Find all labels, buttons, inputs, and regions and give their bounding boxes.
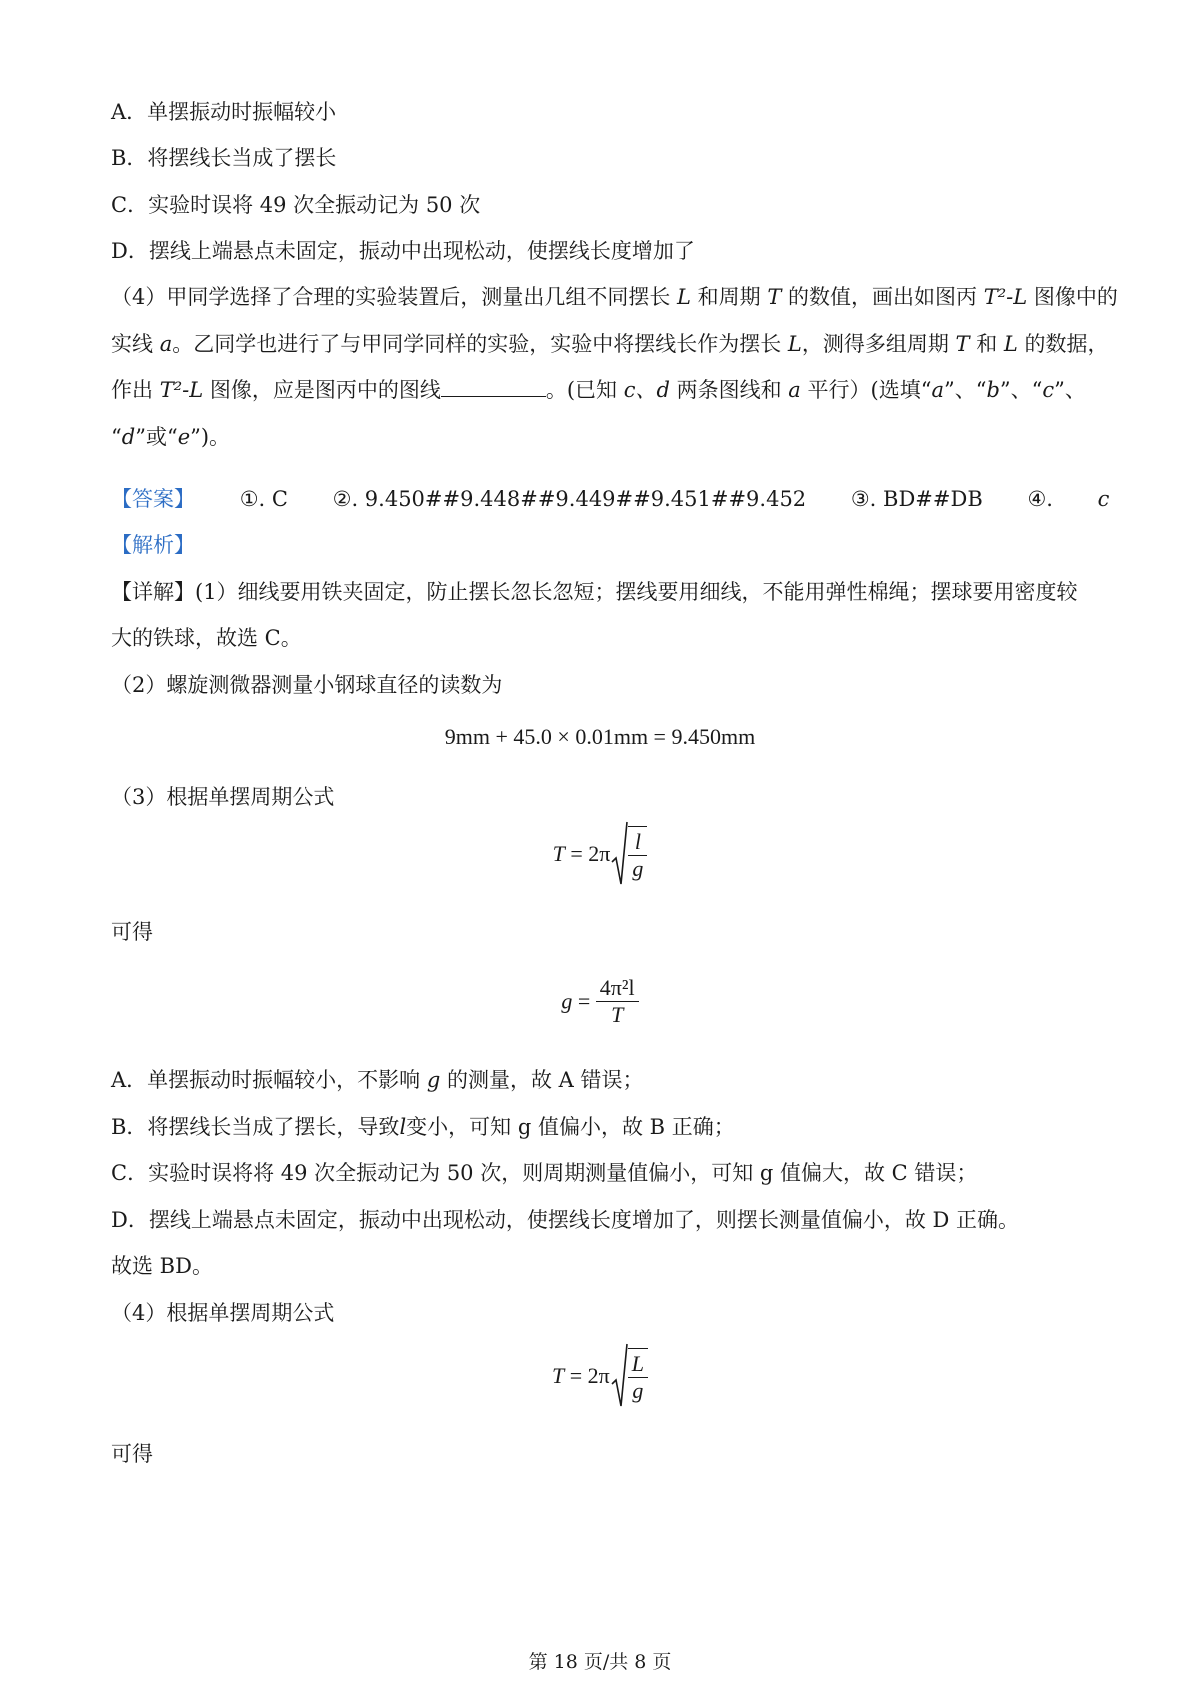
var-c: c [1042,378,1055,402]
detail-text: 的测量，故 A 错误； [440,1068,644,1092]
var-c: c [1097,487,1110,511]
kede-2: 可得 [111,1442,153,1466]
var-b: b [986,378,1000,402]
q4-text: ，测得多组周期 [801,332,956,356]
detail-p3: （3）根据单摆周期公式 [111,785,335,809]
fraction [628,826,647,882]
radical-sign-icon [610,1342,628,1410]
answer-2: ②. 9.450##9.448##9.449##9.451##9.452 [332,487,807,511]
q4-text: 和 [969,332,1004,356]
var-a: a [931,378,944,402]
equation-micrometer: 9mm + 45.0 × 0.01mm = 9.450mm [444,724,756,749]
detail-pBD: 故选 BD。 [111,1254,213,1278]
var-c-d: c、d [623,378,670,402]
frac-num: L [631,1351,644,1376]
analysis-label: 【解析】 [111,533,195,557]
q4-text: 图像中的 [1027,285,1118,309]
eq-operator: = [572,988,596,1014]
detail-pD: D．摆线上端悬点未固定，振动中出现松动，使摆线长度增加了，则摆长测量值偏小，故 D 正确。 [111,1208,1020,1232]
detail-text: A．单摆振动时振幅较小，不影响 [111,1068,427,1092]
var-L: L [787,332,802,356]
var-T: T [551,1363,565,1388]
detail-p1b: 大的铁球，故选 C。 [111,626,302,650]
equation-period-L [0,1342,1200,1418]
option-b: B．将摆线长当成了摆长 [111,146,337,170]
detail-pA [111,1065,644,1095]
q4-text: ”、“ [943,378,987,402]
q4-text: ”、“ [999,378,1043,402]
q4-text: 。乙同学也进行了与甲同学同样的实验，实验中将摆线长作为摆长 [172,332,788,356]
answer-4-prefix: ④. [1027,487,1060,511]
q4-line-4 [111,422,230,452]
q4-line-1 [111,282,1118,312]
sqrt-symbol [610,1342,648,1410]
radical-sign-icon [610,820,628,888]
var-L: L [1003,332,1018,356]
eq-operator: = 2π [564,1363,610,1388]
frac-den: g [628,1377,648,1404]
q4-text: （4）甲同学选择了合理的实验装置后，测量出几组不同摆长 [111,285,678,309]
detail-label: 【详解】 [111,580,195,604]
frac-num: 4π²l [599,975,635,1000]
var-a: a [788,378,801,402]
var-d: d [121,425,136,449]
option-c: C．实验时误将 49 次全振动记为 50 次 [111,193,481,217]
q4-text: 图像，应是图丙中的图线 [203,378,441,402]
detail-text: (1）细线要用铁夹固定，防止摆长忽长忽短；摆线要用细线，不能用弹性棉绳；摆球要用密度较 [195,580,1078,604]
page-footer: 第 18 页/共 8 页 [528,1651,672,1673]
option-a: A．单摆振动时振幅较小 [111,100,337,124]
option-d: D．摆线上端悬点未固定，振动中出现松动，使摆线长度增加了 [111,239,695,263]
equation-period-l [0,820,1200,896]
q4-text: 两条图线和 [669,378,789,402]
fraction [596,975,639,1028]
answer-3: ③. BD##DB [850,487,983,511]
answer-1: ①. C [239,487,288,511]
frac-den: T [596,1001,639,1028]
var-g: g [561,988,573,1014]
var-e: e [177,425,191,449]
q4-text: 的数值，画出如图丙 [781,285,984,309]
detail-pC: C．实验时误将将 49 次全振动记为 50 次，则周期测量值偏小，可知 g 值偏大，故 C 错误； [111,1161,978,1185]
var-l: l [399,1115,407,1139]
q4-text: 的数据， [1017,332,1109,356]
eq-operator: = 2π [564,841,611,866]
answer-blank [441,376,546,397]
q4-line-2 [111,329,1109,359]
q4-text: ”)。 [190,425,231,449]
kede-1: 可得 [111,920,153,944]
q4-text: ”、 [1054,378,1086,402]
q4-text: 。(已知 [545,378,624,402]
q4-text: 实线 [111,332,160,356]
detail-p1a [111,577,1078,607]
frac-den: g [628,855,647,882]
var-g: g [426,1068,441,1092]
q4-text: 平行）(选填“ [800,378,932,402]
q4-text: 和周期 [691,285,768,309]
var-T2-L: T²-L [983,285,1028,309]
detail-pB [111,1112,735,1142]
answer-label: 【答案】 [111,487,195,511]
answer-line [111,484,1185,514]
q4-line-3 [111,375,1086,405]
var-T2-L: T²-L [159,378,204,402]
detail-text: B．将摆线长当成了摆长，导致 [111,1115,400,1139]
equation-g [0,975,1200,1039]
q4-text: 作出 [111,378,160,402]
var-T: T [552,841,565,866]
q4-text: “ [111,425,122,449]
detail-p4: （4）根据单摆周期公式 [111,1301,335,1325]
var-L: L [677,285,691,309]
fraction [628,1348,648,1404]
var-a: a [159,332,173,356]
sqrt-symbol [610,820,647,888]
detail-p2: （2）螺旋测微器测量小钢球直径的读数为 [111,673,503,697]
detail-text: 变小，可知 g 值偏小，故 B 正确； [406,1115,735,1139]
frac-num: l [634,829,641,854]
answer-4 [1027,487,1147,511]
q4-text: ”或“ [135,425,178,449]
var-T: T [767,285,782,309]
var-T: T [955,332,970,356]
